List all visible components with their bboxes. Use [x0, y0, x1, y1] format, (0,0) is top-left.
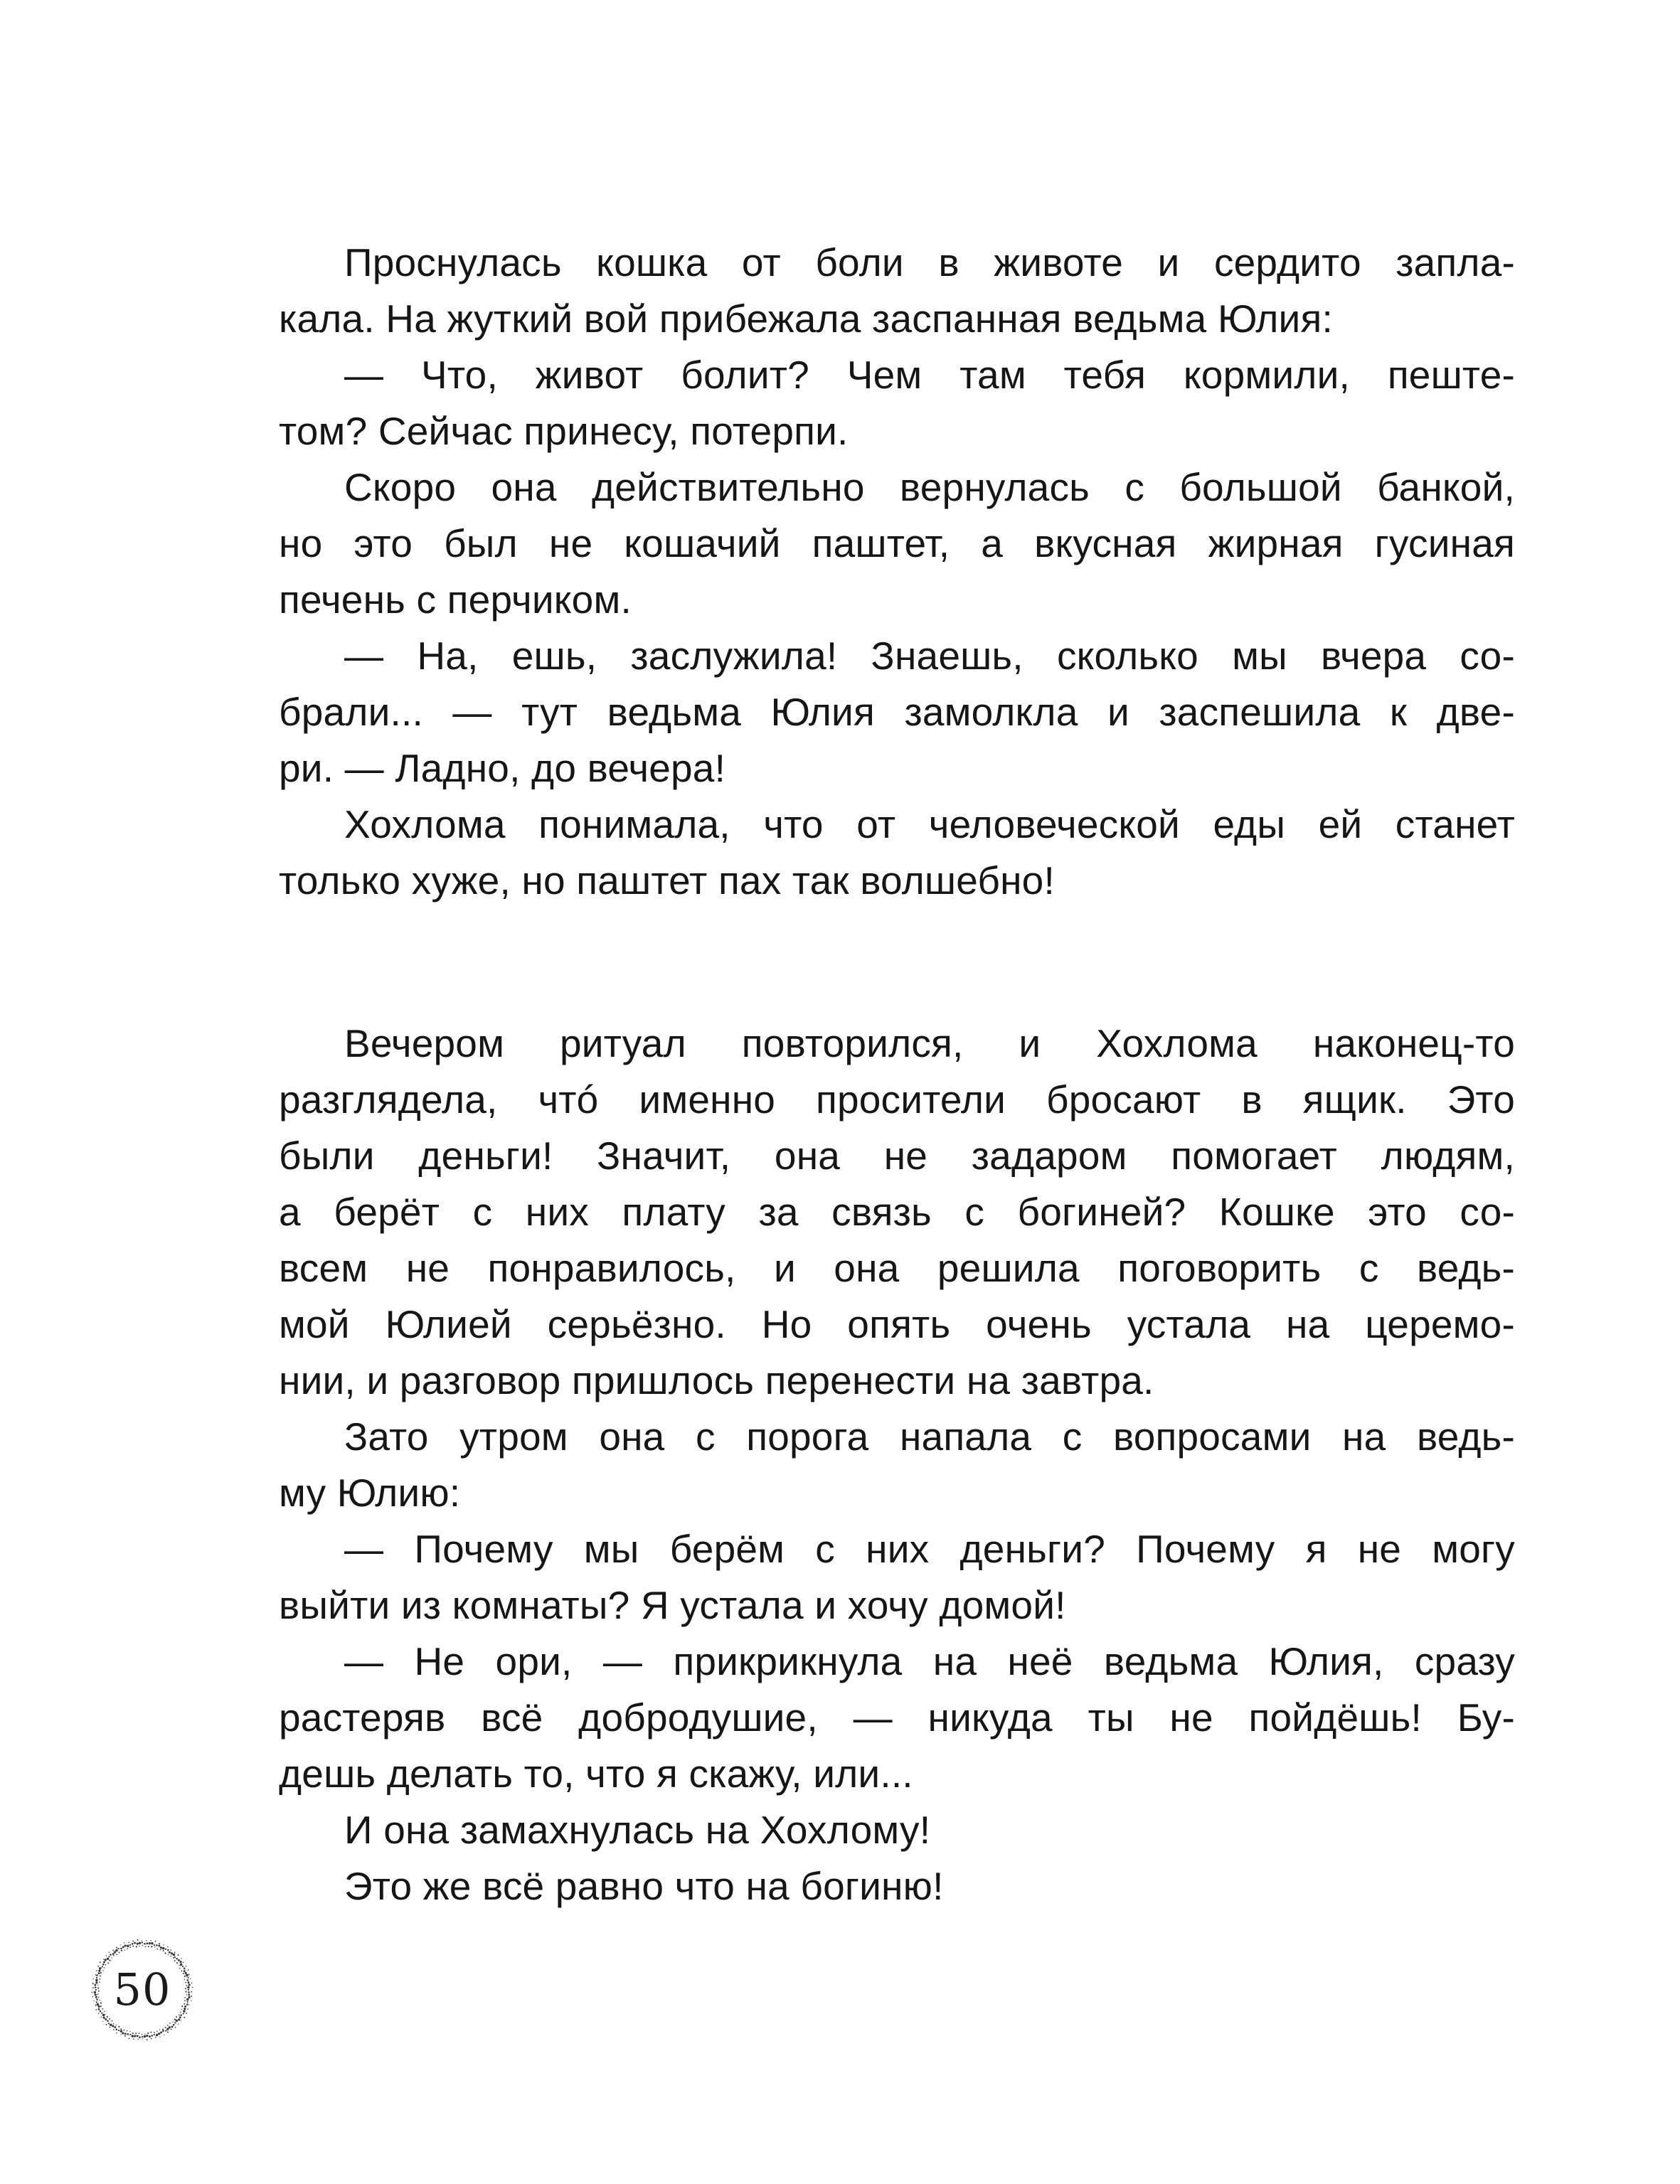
page-number-label: 50: [113, 1964, 171, 2015]
text-line: брали... — тут ведьма Юлия замолкла и заспешила к две-: [279, 690, 1515, 734]
text-line: были деньги! Значит, она не задаром помогает людям,: [279, 1134, 1515, 1178]
text-line: — Не ори, — прикрикнула на неё ведьма Юлия, сразу: [344, 1639, 1515, 1683]
text-block-2: [279, 1016, 1515, 1914]
text-line: ри. — Ладно, до вечера!: [279, 746, 726, 790]
text-line: му Юлию:: [279, 1471, 461, 1515]
text-line: том? Сейчас принесу, потерпи.: [279, 409, 849, 453]
text-line: мой Юлией серьёзно. Но опять очень устала на церемо-: [279, 1302, 1515, 1346]
text-line: Зато утром она с порога напала с вопросами на ведь-: [344, 1415, 1515, 1459]
text-line: всем не понравилось, и она решила поговорить с ведь-: [279, 1246, 1515, 1290]
text-line: разглядела, чтó именно просители бросают в ящик. Это: [279, 1077, 1515, 1122]
text-line: Это же всё равно что на богиню!: [344, 1864, 944, 1908]
text-line: — Почему мы берём с них деньги? Почему я не могу: [344, 1527, 1515, 1571]
text-line: — Что, живот болит? Чем там тебя кормили, пеште-: [344, 353, 1515, 397]
text-line: Скоро она действительно вернулась с большой банкой,: [344, 465, 1515, 509]
text-block-1: [279, 235, 1515, 909]
text-line: — На, ешь, заслужила! Знаешь, сколько мы вчера со-: [344, 634, 1515, 678]
text-line: кала. На жуткий вой прибежала заспанная ведьма Юлия:: [279, 297, 1333, 341]
text-line: Проснулась кошка от боли в животе и сердито запла-: [344, 240, 1515, 284]
text-line: Вечером ритуал повторился, и Хохлома наконец-то: [344, 1021, 1515, 1065]
text-line: печень с перчиком.: [279, 577, 632, 622]
text-line: И она замахнулась на Хохлому!: [344, 1808, 931, 1852]
text-line: Хохлома понимала, что от человеческой еды ей станет: [344, 802, 1515, 846]
text-line: но это был не кошачий паштет, а вкусная жирная гусиная: [279, 521, 1515, 565]
text-line: растеряв всё добродушие, — никуда ты не пойдёшь! Бу-: [279, 1695, 1515, 1740]
text-line: нии, и разговор пришлось перенести на завтра.: [279, 1358, 1154, 1402]
text-line: дешь делать то, что я скажу, или...: [279, 1752, 913, 1796]
page-number: [85, 1933, 199, 2047]
text-line: только хуже, но паштет пах так волшебно!: [279, 858, 1055, 902]
text-line: выйти из комнаты? Я устала и хочу домой!: [279, 1583, 1066, 1627]
text-line: а берёт с них плату за связь с богиней? Кошке это со-: [279, 1190, 1515, 1234]
